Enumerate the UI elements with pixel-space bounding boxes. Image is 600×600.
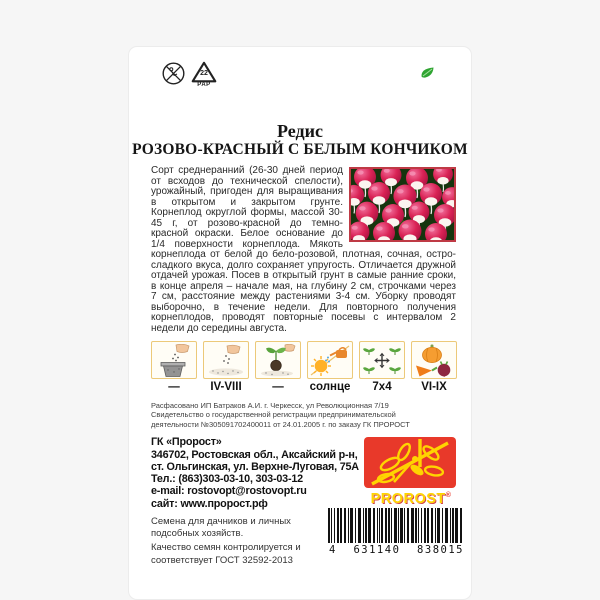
recycling-pap-icon <box>191 61 217 88</box>
harvest-vegetables-icon <box>411 341 457 379</box>
company-website: сайт: www.пророст.рф <box>151 497 268 510</box>
page-subtitle: РОЗОВО-КРАСНЫЙ С БЕЛЫМ КОНЧИКОМ <box>132 141 468 158</box>
registered-mark: ® <box>445 492 452 500</box>
pictogram-sowing-pot <box>151 341 197 393</box>
description-text: Сорт среднеранний (26-30 дней период от всходов до технической спелости), урожайный, пригоден для выращивания в открытом и закрытом грунте. Корнеплод округлой формы, массой 30-45 г, от розово-красной до темно-красной окраски. Белое основание до 1/4 поверхности корнеплода. Мякоть корнеплода от белой до бело-розовой, плотная, сочная, остро-сладкого вкуса, долго сохраняет упругость. Отличается дружной отдачей урожая. Посев в открытый грунт в самые ранние сроки, в конце апреля – начале мая, на глубину 2 см, строчками через 7 см, расстояние между растениями 3-4 см. Уборку проводят выборочно, в течение недели. Для повторного получения корнеплодов, проводят повторные посевы с интервалом 2 недели до середины августа. <box>151 165 456 334</box>
recycling-material: PAP <box>197 82 211 88</box>
brand-name: PROROST® <box>370 491 452 508</box>
sow-in-pot-icon <box>151 341 197 379</box>
company-phone: Тел.: (863)303-03-10, 303-03-12 <box>151 473 303 486</box>
fine-print-line: Свидетельство о государственной регистрации предпринимательской <box>151 410 396 420</box>
barcode <box>328 508 465 556</box>
bottom-section <box>151 436 463 570</box>
barcode-digits <box>328 544 465 556</box>
brand-logo <box>364 437 458 506</box>
notes-block <box>151 516 313 567</box>
prorost-logo-icon <box>364 437 456 488</box>
sow-in-ground-icon <box>203 341 249 379</box>
pictogram-label: VI-IX <box>421 381 447 393</box>
pictogram-transplant <box>255 341 301 393</box>
fine-print-line: деятельности №305091702400011 от 24.01.2005 г. по заказу ГК ПРОРОСТ <box>151 419 410 429</box>
packaging-icons-row <box>161 61 217 91</box>
barcode-digit-left: 4 <box>329 544 337 557</box>
fine-print-line: Расфасовано ИП Батраков А.И. г. Черкесск, ул Революционная 7/19 <box>151 401 389 410</box>
recycling-code: 22 <box>200 70 208 77</box>
fine-print <box>151 401 471 429</box>
pictogram-label: солнце <box>309 381 351 393</box>
plant-spacing-icon <box>359 341 405 379</box>
pictogram-harvest <box>411 341 457 393</box>
eco-leaf-icon <box>420 66 435 84</box>
pictogram-sowing-ground <box>203 341 249 393</box>
company-address-line2: ст. Ольгинская, ул. Верхне-Луговая, 75А <box>151 460 359 473</box>
barcode-bars <box>328 508 465 543</box>
transplant-seedling-icon <box>255 341 301 379</box>
barcode-group-1: 631140 <box>353 544 401 557</box>
sun-watering-icon <box>307 341 353 379</box>
barcode-group-2: 838015 <box>417 544 464 557</box>
page-title: Редис <box>277 121 323 141</box>
pictogram-spacing <box>359 341 405 393</box>
radish-photo <box>349 167 456 242</box>
pictogram-sun <box>307 341 353 393</box>
pictogram-label: 7x4 <box>372 381 392 393</box>
note-gost: Качество семян контролируется и соответствует ГОСТ 32592-2013 <box>151 542 301 566</box>
company-name: ГК «Пророст» <box>151 436 222 449</box>
pictogram-label: — <box>272 381 284 393</box>
company-address-line1: 346702, Ростовская обл., Аксайский р-н, <box>151 448 358 461</box>
company-email: e-mail: rostovopt@rostovopt.ru <box>151 485 307 498</box>
seed-packet-back <box>128 46 472 600</box>
pictogram-label: — <box>168 381 180 393</box>
do-not-litter-icon <box>161 61 186 91</box>
variety-description <box>151 166 456 334</box>
note-audience: Семена для дачников и личных подсобных хозяйств. <box>151 516 291 540</box>
pictogram-row <box>151 341 457 393</box>
pictogram-label: IV-VIII <box>210 381 242 393</box>
